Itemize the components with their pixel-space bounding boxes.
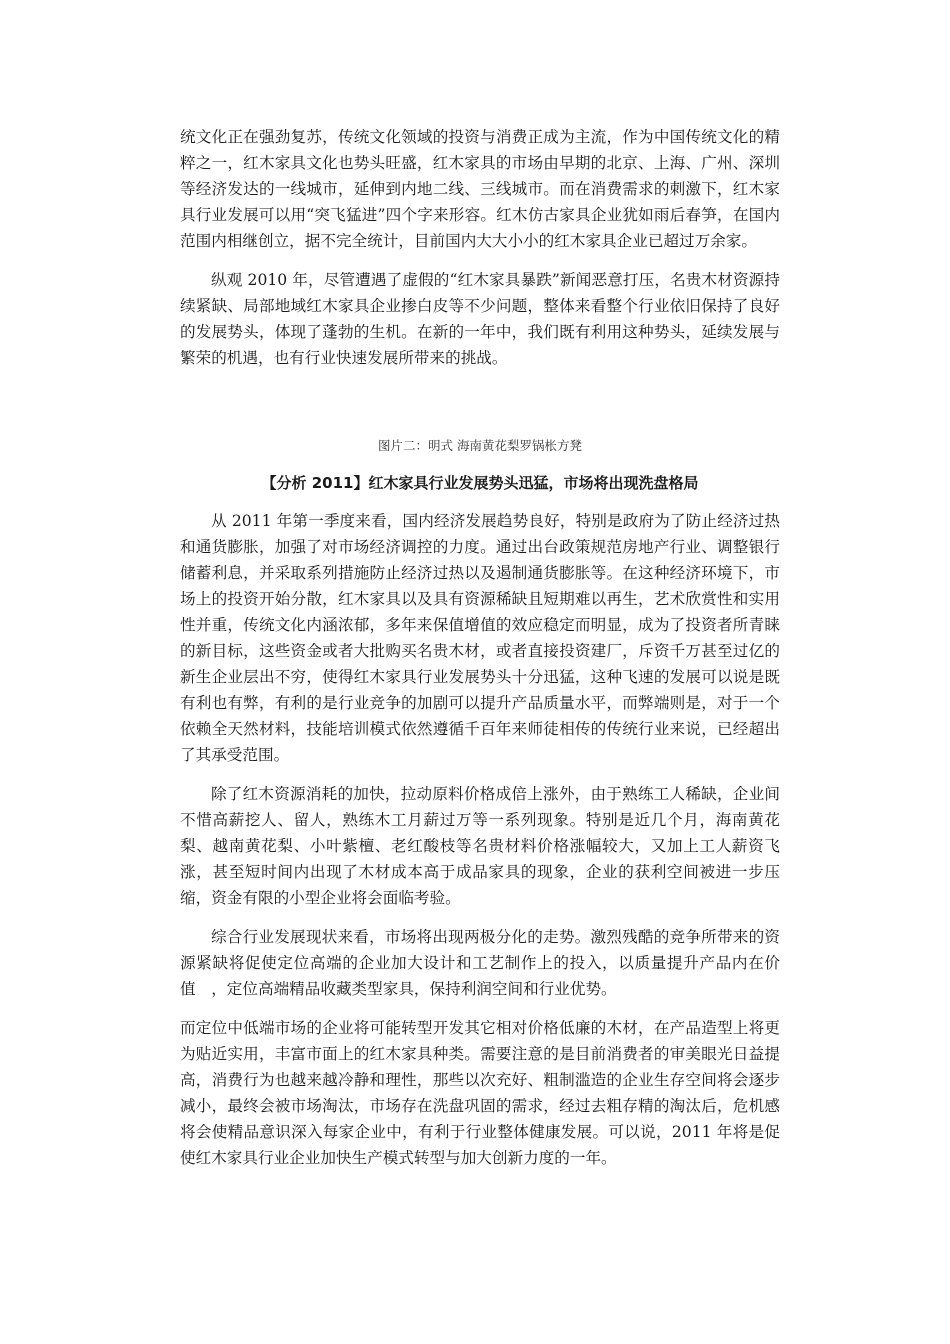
image-caption: 图片二：明式 海南黄花梨罗锅枨方凳 xyxy=(378,438,582,453)
paragraph-6: 而定位中低端市场的企业将可能转型开发其它相对价格低廉的木材，在产品造型上将更为贴近实用，丰富市面上的红木家具种类。需要注意的是目前消费者的审美眼光日益提高，消费行为也越来越冷静和理性，那些以次充好、粗制滥造的企业生存空间将会逐步减小，最终会被市场淘汰，市场存在洗盘巩固的需求，经过去粗存精的淘汰后，危机感将会使精品意识深入每家企业中，有利于行业整体健康发展。可以说，2011 年将是促使红木家具行业企业加快生产模式转型与加大创新力度的一年。 xyxy=(180,1019,780,1167)
paragraph-2: 纵观 2010 年，尽管遭遇了虚假的“红木家具暴跌”新闻恶意打压，名贵木材资源持续紧缺、局部地域红木家具企业掺白皮等不少问题，整体来看整个行业依旧保持了良好的发展势头，体现了蓬勃的生机。在新的一年中，我们既有利用这种势头，延续发展与繁荣的机遇，也有行业快速发展所带来的挑战。 xyxy=(180,271,780,367)
paragraph-5: 综合行业发展现状来看，市场将出现两极分化的走势。激烈残酷的竞争所带来的资源紧缺将促使定位高端的企业加大设计和工艺制作上的投入，以质量提升产品内在价值 ，定位高端精品收藏类型家具，保持利润空间和行业优势。 xyxy=(180,928,780,998)
paragraph-4: 除了红木资源消耗的加快，拉动原料价格成倍上涨外，由于熟练工人稀缺，企业间不惜高薪挖人、留人，熟练木工月薪过万等一系列现象。特别是近几个月，海南黄花梨、越南黄花梨、小叶紫檀、老红酸枝等名贵材料价格涨幅较大，又加上工人薪资飞涨，甚至短时间内出现了木材成本高于成品家具的现象，企业的获利空间被进一步压缩，资金有限的小型企业将会面临考验。 xyxy=(180,785,780,907)
intro-section xyxy=(180,124,780,371)
analysis-section xyxy=(180,508,780,1171)
section-heading: 【分析 2011】红木家具行业发展势头迅猛，市场将出现洗盘格局 xyxy=(261,474,699,492)
paragraph-1: 统文化正在强劲复苏，传统文化领域的投资与消费正成为主流，作为中国传统文化的精粹之一，红木家具文化也势头旺盛，红木家具的市场由早期的北京、上海、广州、深圳等经济发达的一线城市，延伸到内地二线、三线城市。而在消费需求的刺激下，红木家具行业发展可以用“突飞猛进”四个字来形容。红木仿古家具企业犹如雨后春笋，在国内范围内相继创立，据不完全统计，目前国内大大小小的红木家具企业已超过万余家。 xyxy=(180,128,780,250)
paragraph-3: 从 2011 年第一季度来看，国内经济发展趋势良好，特别是政府为了防止经济过热和通货膨胀，加强了对市场经济调控的力度。通过出台政策规范房地产行业、调整银行储蓄利息，并采取系列措施防止经济过热以及遏制通货膨胀等。在这种经济环境下，市场上的投资开始分散，红木家具以及具有资源稀缺且短期难以再生，艺术欣赏性和实用性并重，传统文化内涵浓郁，多年来保值增值的效应稳定而明显，成为了投资者所青睐的新目标，这些资金或者大批购买名贵木材，或者直接投资建厂，斥资千万甚至过亿的新生企业层出不穷，使得红木家具行业发展势头十分迅猛，这种飞速的发展可以说是既有利也有弊，有利的是行业竞争的加剧可以提升产品质量水平，而弊端则是，对于一个依赖全天然材料，技能培训模式依然遵循千百年来师徒相传的传统行业来说，已经超出了其承受范围。 xyxy=(180,512,780,764)
